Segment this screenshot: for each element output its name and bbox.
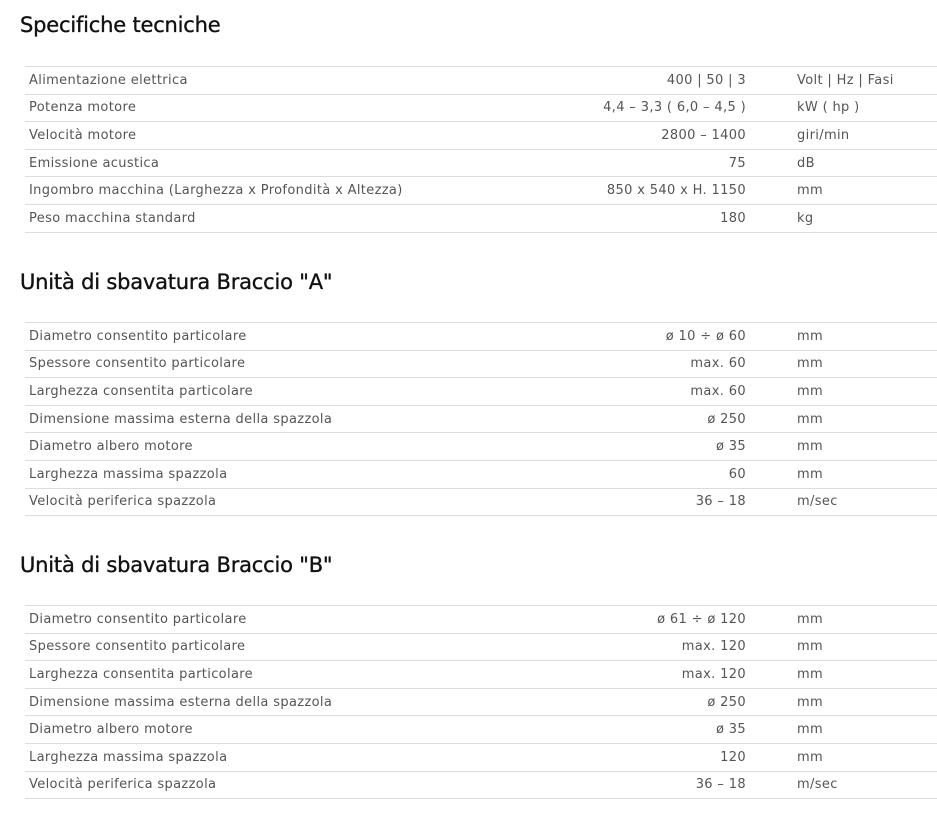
row-label: Diametro albero motore (25, 716, 599, 744)
section-title: Specifiche tecniche (20, 13, 221, 37)
row-unit: mm (797, 177, 937, 205)
row-gap (746, 204, 797, 232)
row-label: Velocità motore (25, 122, 599, 150)
row-label: Diametro consentito particolare (25, 323, 599, 351)
row-gap (746, 149, 797, 177)
row-label: Larghezza consentita particolare (25, 378, 599, 406)
row-value: max. 120 (599, 633, 746, 661)
row-gap (746, 433, 797, 461)
table-row (25, 716, 937, 744)
table-row (25, 688, 937, 716)
row-gap (746, 488, 797, 516)
table-row (25, 633, 937, 661)
row-value: 4,4 – 3,3 ( 6,0 – 4,5 ) (599, 94, 746, 122)
table-row (25, 67, 937, 95)
row-gap (746, 405, 797, 433)
row-label: Dimensione massima esterna della spazzola (25, 405, 599, 433)
row-value: ø 35 (599, 716, 746, 744)
row-gap (746, 323, 797, 351)
table-row (25, 405, 937, 433)
row-gap (746, 606, 797, 634)
row-value: 36 – 18 (599, 488, 746, 516)
row-gap (746, 122, 797, 150)
section-title: Unità di sbavatura Braccio "A" (20, 270, 333, 294)
row-gap (746, 633, 797, 661)
row-unit: mm (797, 661, 937, 689)
row-unit: mm (797, 633, 937, 661)
row-unit: Volt | Hz | Fasi (797, 67, 937, 95)
row-value: ø 35 (599, 433, 746, 461)
row-gap (746, 177, 797, 205)
row-value: ø 10 ÷ ø 60 (599, 323, 746, 351)
row-unit: kg (797, 204, 937, 232)
row-unit: mm (797, 323, 937, 351)
row-gap (746, 661, 797, 689)
row-unit: mm (797, 433, 937, 461)
row-gap (746, 771, 797, 799)
row-value: 75 (599, 149, 746, 177)
row-label: Ingombro macchina (Larghezza x Profondità x Altezza) (25, 177, 599, 205)
table-row (25, 661, 937, 689)
row-label: Peso macchina standard (25, 204, 599, 232)
row-label: Spessore consentito particolare (25, 350, 599, 378)
row-gap (746, 716, 797, 744)
table-row (25, 606, 937, 634)
row-unit: giri/min (797, 122, 937, 150)
row-unit: m/sec (797, 488, 937, 516)
spec-table-general (25, 66, 937, 233)
row-unit: dB (797, 149, 937, 177)
row-label: Alimentazione elettrica (25, 67, 599, 95)
row-gap (746, 460, 797, 488)
row-value: 36 – 18 (599, 771, 746, 799)
row-gap (746, 350, 797, 378)
row-unit: kW ( hp ) (797, 94, 937, 122)
table-row (25, 350, 937, 378)
row-value: max. 60 (599, 378, 746, 406)
table-row (25, 122, 937, 150)
table-row (25, 743, 937, 771)
row-gap (746, 378, 797, 406)
table-row (25, 378, 937, 406)
row-value: 120 (599, 743, 746, 771)
row-value: 850 x 540 x H. 1150 (599, 177, 746, 205)
row-unit: mm (797, 606, 937, 634)
row-label: Larghezza consentita particolare (25, 661, 599, 689)
row-unit: mm (797, 460, 937, 488)
row-label: Velocità periferica spazzola (25, 771, 599, 799)
row-label: Larghezza massima spazzola (25, 460, 599, 488)
row-label: Spessore consentito particolare (25, 633, 599, 661)
row-unit: m/sec (797, 771, 937, 799)
row-label: Potenza motore (25, 94, 599, 122)
spec-table-braccio-a (25, 322, 937, 516)
row-value: 180 (599, 204, 746, 232)
row-value: ø 250 (599, 405, 746, 433)
row-label: Diametro albero motore (25, 433, 599, 461)
table-row (25, 323, 937, 351)
row-unit: mm (797, 688, 937, 716)
spec-table-braccio-b (25, 605, 937, 799)
row-label: Emissione acustica (25, 149, 599, 177)
row-unit: mm (797, 378, 937, 406)
row-label: Larghezza massima spazzola (25, 743, 599, 771)
row-gap (746, 688, 797, 716)
table-row (25, 433, 937, 461)
row-gap (746, 67, 797, 95)
table-row (25, 177, 937, 205)
row-unit: mm (797, 743, 937, 771)
section-title: Unità di sbavatura Braccio "B" (20, 553, 333, 577)
row-value: 60 (599, 460, 746, 488)
row-label: Dimensione massima esterna della spazzola (25, 688, 599, 716)
table-row (25, 149, 937, 177)
table-row (25, 488, 937, 516)
row-value: max. 120 (599, 661, 746, 689)
row-value: ø 61 ÷ ø 120 (599, 606, 746, 634)
row-label: Velocità periferica spazzola (25, 488, 599, 516)
table-row (25, 204, 937, 232)
row-value: 400 | 50 | 3 (599, 67, 746, 95)
table-row (25, 771, 937, 799)
row-unit: mm (797, 405, 937, 433)
table-row (25, 94, 937, 122)
row-value: 2800 – 1400 (599, 122, 746, 150)
row-label: Diametro consentito particolare (25, 606, 599, 634)
table-row (25, 460, 937, 488)
row-gap (746, 94, 797, 122)
row-value: max. 60 (599, 350, 746, 378)
row-gap (746, 743, 797, 771)
row-unit: mm (797, 716, 937, 744)
row-value: ø 250 (599, 688, 746, 716)
row-unit: mm (797, 350, 937, 378)
